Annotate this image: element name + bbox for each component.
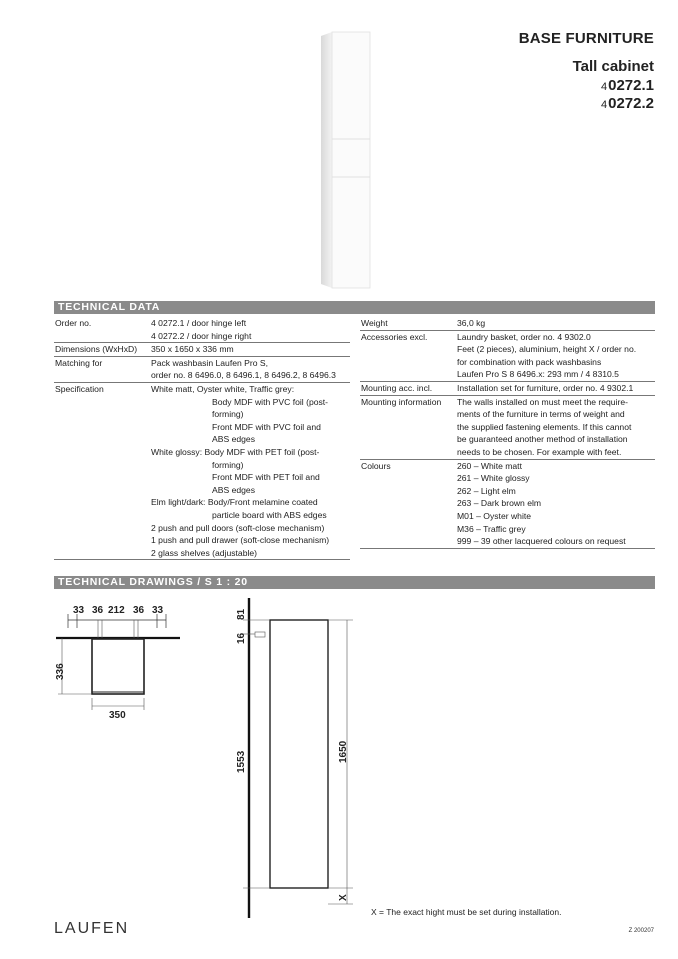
technical-data-left: Order no. 4 0272.1 / door hinge left 4 0272.2 / door hinge right Dimensions (WxHxD) 350 x 1650 x 336 mm Matching for Pack washbasin Laufen Pro S, order no. 8 6496.0, 8 6496.1, 8 6496.2, 8 6496.3 Specification White matt, Oyster white, Traffic grey: Body MDF with PVC foil (post- forming) Front MDF with PVC foil and ABS edges White glossy: Body MDF with PET foil (post- forming) Front MDF with PET foil and ABS edges Elm light/dark: Body/Front melamine coated particle board with ABS edges 2 push and pull doors (soft-close mechanism) 1 push and pull drawer (soft-close mechanism) 2 glass shelves (adjustable) [54,317,350,560]
technical-data-header: TECHNICAL DATA [54,301,655,314]
dim-33-right: 33 [152,605,164,616]
dim-36-left: 36 [92,605,104,616]
label-colours: Colours [361,460,391,471]
dim-33-left: 33 [73,605,85,616]
brand-logo: LAUFEN [54,920,130,937]
label-mounting-info: Mounting information [361,396,442,407]
label-mounting-acc: Mounting acc. incl. [360,381,456,395]
dim-350: 350 [109,710,126,721]
label-accessories: Accessories excl. [361,331,428,342]
dim-16: 16 [236,632,247,644]
dim-212: 212 [108,605,125,616]
technical-data-right: Weight 36,0 kg Accessories excl. Laundry basket, order no. 4 9302.0 Feet (2 pieces), aluminium, height X / order no. for combination with pack washbasins Laufen Pro S 8 6496.x: 293 mm / 4 8310.5 Mounting acc. incl. Installation set for furniture, order no. 4 9302.1 Mounting information The walls installed on must meet the require- ments of the furniture in terms of weight and the supplied fastening elements. If this cannot be guaranteed another method of installation needs to be chosen. For example with feet. Colours 260 – White matt 261 – White glossy 262 – Light elm 263 – Dark brown elm M01 – Oyster white M36 – Traffic grey 999 – 39 other lacquered colours on request [360,317,655,549]
elevation-drawing [225,598,365,923]
label-weight: Weight [360,317,456,330]
dim-x: X [338,894,349,901]
installation-note: X = The exact hight must be set during installation. [371,907,562,917]
label-specification: Specification [55,383,104,394]
dim-36-right: 36 [133,605,145,616]
document-id: Z 200207 [628,928,654,934]
label-matching-for: Matching for [55,357,103,368]
product-name: Tall cabinet [572,58,654,75]
label-dimensions: Dimensions (WxHxD) [54,343,150,357]
article-number-1: 40272.1 [600,77,654,94]
dim-1650: 1650 [338,740,349,763]
dim-1553: 1553 [236,750,247,773]
category-title: BASE FURNITURE [518,30,654,47]
plan-view-drawing [50,598,180,728]
label-order-no: Order no. [55,318,92,328]
product-image [205,22,480,292]
dim-336: 336 [55,663,66,680]
dim-81: 81 [236,608,247,620]
article-number-2: 40272.2 [600,95,654,112]
technical-drawings-header: TECHNICAL DRAWINGS / S 1 : 20 [54,576,655,589]
